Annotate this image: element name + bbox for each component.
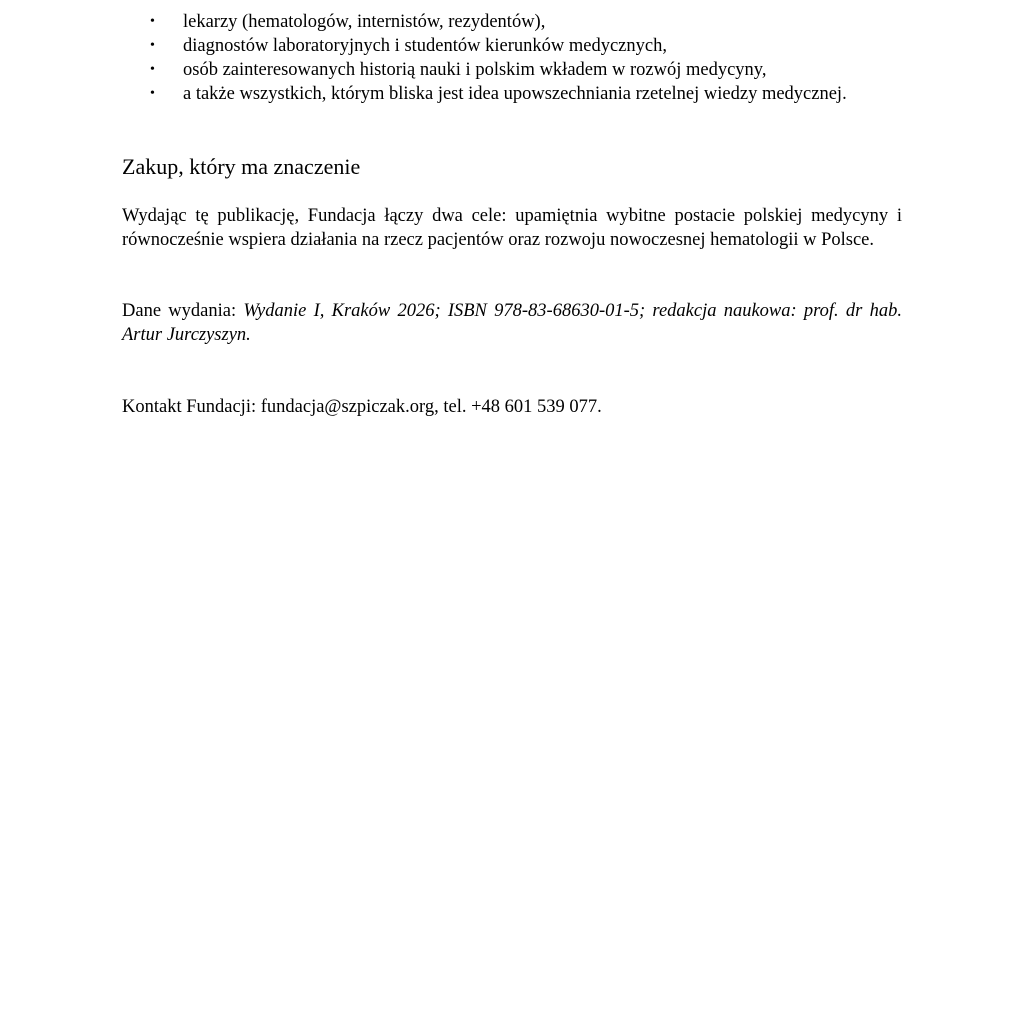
contact-end: . [597, 397, 602, 417]
list-item [122, 58, 902, 82]
edition-label: Dane wydania: [122, 301, 244, 321]
list-item-text: a także wszystkich, którym bliska jest idea upowszechniania rzetelnej wiedzy medycznej. [183, 84, 847, 104]
bullet-icon: • [150, 38, 155, 53]
list-item [122, 82, 902, 106]
contact-email-link[interactable]: fundacja@szpiczak.org [260, 397, 435, 417]
audience-list [122, 10, 902, 106]
list-item-text: lekarzy (hematologów, internistów, rezydentów), [183, 12, 546, 32]
contact-paragraph [122, 395, 902, 419]
bullet-icon: • [150, 62, 155, 77]
contact-phone: +48 601 539 077 [471, 397, 598, 417]
section-heading: Zakup, który ma znaczenie [122, 154, 361, 179]
contact-label: Kontakt Fundacji: [122, 397, 261, 417]
list-item-text: diagnostów laboratoryjnych i studentów kierunków medycznych, [183, 36, 667, 56]
list-item-text: osób zainteresowanych historią nauki i polskim wkładem w rozwój medycyny, [183, 60, 767, 80]
list-item [122, 10, 902, 34]
bullet-icon: • [150, 14, 155, 29]
contact-separator: , tel. [434, 397, 472, 417]
edition-details: Wydanie I, Kraków 2026; ISBN 978-83-68630-01-5; redakcja naukowa: prof. dr hab. Artur Jurczyszyn. [122, 301, 902, 345]
edition-paragraph [122, 299, 902, 347]
list-item [122, 34, 902, 58]
purpose-paragraph: Wydając tę publikację, Fundacja łączy dwa cele: upamiętnia wybitne postacie polskiej medycyny i równocześnie wspiera działania na rzecz pacjentów oraz rozwoju nowoczesnej hematologii w Polsce. [122, 206, 902, 250]
bullet-icon: • [150, 86, 155, 101]
